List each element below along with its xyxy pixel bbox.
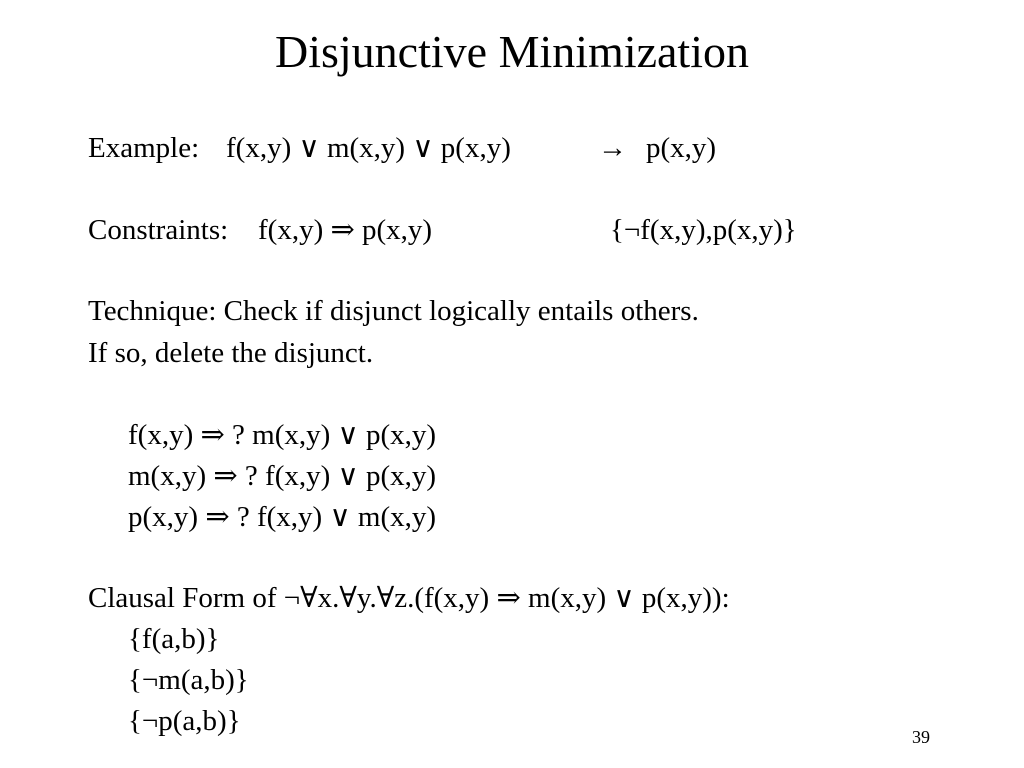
clause-2: {¬m(a,b)} [128,664,249,696]
technique-line-1: Technique: Check if disjunct logically entails others. [88,295,699,327]
clause-3: {¬p(a,b)} [128,705,241,737]
constraints-clause: {¬f(x,y),p(x,y)} [610,214,797,246]
example-formula: f(x,y) ∨ m(x,y) ∨ p(x,y) [226,132,511,164]
entailment-p: p(x,y) ⇒ ? f(x,y) ∨ m(x,y) [128,501,437,533]
entailment-f: f(x,y) ⇒ ? m(x,y) ∨ p(x,y) [128,419,437,451]
technique-line-2: If so, delete the disjunct. [88,337,374,369]
constraints-formula: f(x,y) ⇒ p(x,y) [258,214,433,246]
clausal-heading: Clausal Form of ¬∀x.∀y.∀z.(f(x,y) ⇒ m(x,y) ∨ p(x,y)): [88,582,730,614]
example-label: Example: [88,132,200,164]
constraints-label: Constraints: [88,214,229,246]
page-number: 39 [912,727,930,747]
slide-title: Disjunctive Minimization [275,26,749,77]
clause-1: {f(a,b)} [128,623,220,655]
example-arrow: → [598,132,627,164]
example-result: p(x,y) [646,132,717,164]
entailment-m: m(x,y) ⇒ ? f(x,y) ∨ p(x,y) [128,460,437,492]
